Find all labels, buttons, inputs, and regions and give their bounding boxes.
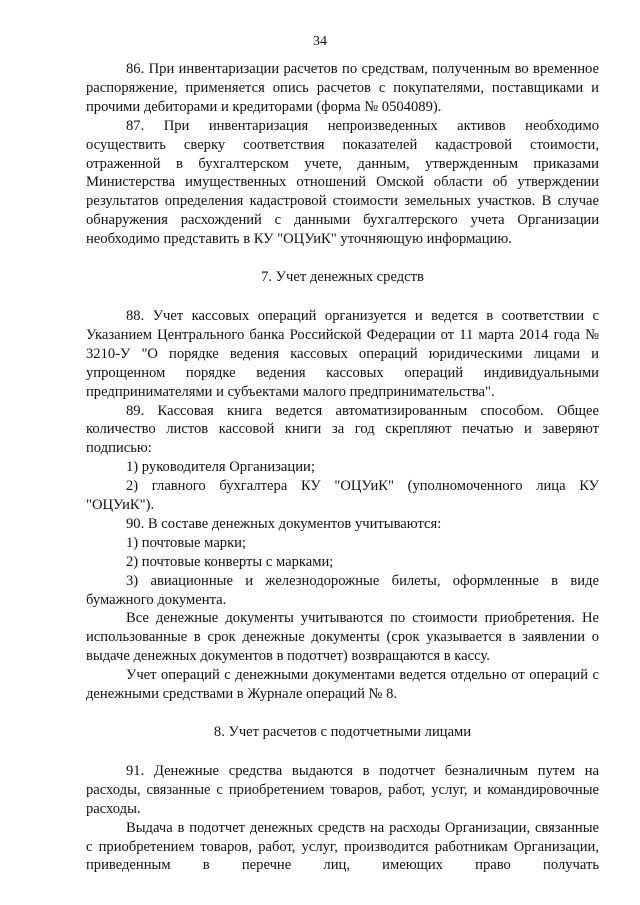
- spacer: [86, 704, 599, 723]
- list-item: 2) главного бухгалтера КУ "ОЦУиК" (уполномоченного лица КУ "ОЦУиК").: [86, 478, 599, 514]
- section-heading-8: 8. Учет расчетов с подотчетными лицами: [213, 724, 472, 740]
- paragraph: Учет операций с денежными документами ведется отдельно от операций с денежными средствами в Журнале операций № 8.: [86, 667, 599, 703]
- paragraph-88: 88. Учет кассовых операций организуется и ведется в соответствии с Указанием Центрального банка Российской Федерации от 11 марта 2014 года № 3210-У "О порядке ведения кассовых операций юридическими лицами и упрощенном порядке ведения кассовых операций индивидуальными предпринимателями и субъектами малого предпринимательства".: [86, 307, 599, 400]
- section-heading-7: 7. Учет денежных средств: [261, 269, 424, 286]
- list-item: 3) авиационные и железнодорожные билеты, оформленные в виде бумажного документа.: [86, 572, 599, 608]
- paragraph-89: 89. Кассовая книга ведется автоматизированным способом. Общее количество листов кассовой книги за год скрепляют печатью и заверяют подписью:: [86, 402, 599, 457]
- list-item: 2) почтовые конверты с марками;: [126, 553, 334, 570]
- list-item: 1) почтовые марки;: [126, 534, 247, 551]
- paragraph-90: 90. В составе денежных документов учитываются:: [126, 515, 442, 532]
- spacer: [86, 287, 599, 307]
- spacer: [86, 742, 599, 762]
- spacer: [86, 249, 599, 268]
- paragraph-87: 87. При инвентаризация непроизведенных активов необходимо осуществить сверку соответствия показателей кадастровой стоимости, отраженной в бухгалтерском учете, данным, утвержденным приказами Министерства имущественных отношений Омской области об утверждении результатов определения кадастровой стоимости земельных участков. В случае обнаружения расхождений с данными бухгалтерского учета Организации необходимо представить в КУ "ОЦУиК" уточняющую информацию.: [86, 117, 599, 248]
- paragraph: Выдача в подотчет денежных средств на расходы Организации, связанные с приобретением товаров, работ, услуг, производится работникам Организации, приведенным в перечне лиц, имеющих право получать: [86, 819, 599, 874]
- paragraph-91: 91. Денежные средства выдаются в подотчет безналичным путем на расходы, связанные с приобретением товаров, работ, услуг, и командировочные расходы.: [86, 762, 599, 817]
- list-item: 1) руководителя Организации;: [126, 459, 315, 476]
- document-body: [86, 60, 599, 875]
- page-number: 34: [313, 34, 327, 49]
- paragraph: Все денежные документы учитываются по стоимости приобретения. Не использованные в срок денежные документы (срок указывается в заявлении о выдаче денежных документов в подотчет) возвращаются в кассу.: [86, 610, 599, 665]
- paragraph-86: 86. При инвентаризации расчетов по средствам, полученным во временное распоряжение, применяется опись расчетов с покупателями, поставщиками и прочими дебиторами и кредиторами (форма № 0504089).: [86, 61, 599, 115]
